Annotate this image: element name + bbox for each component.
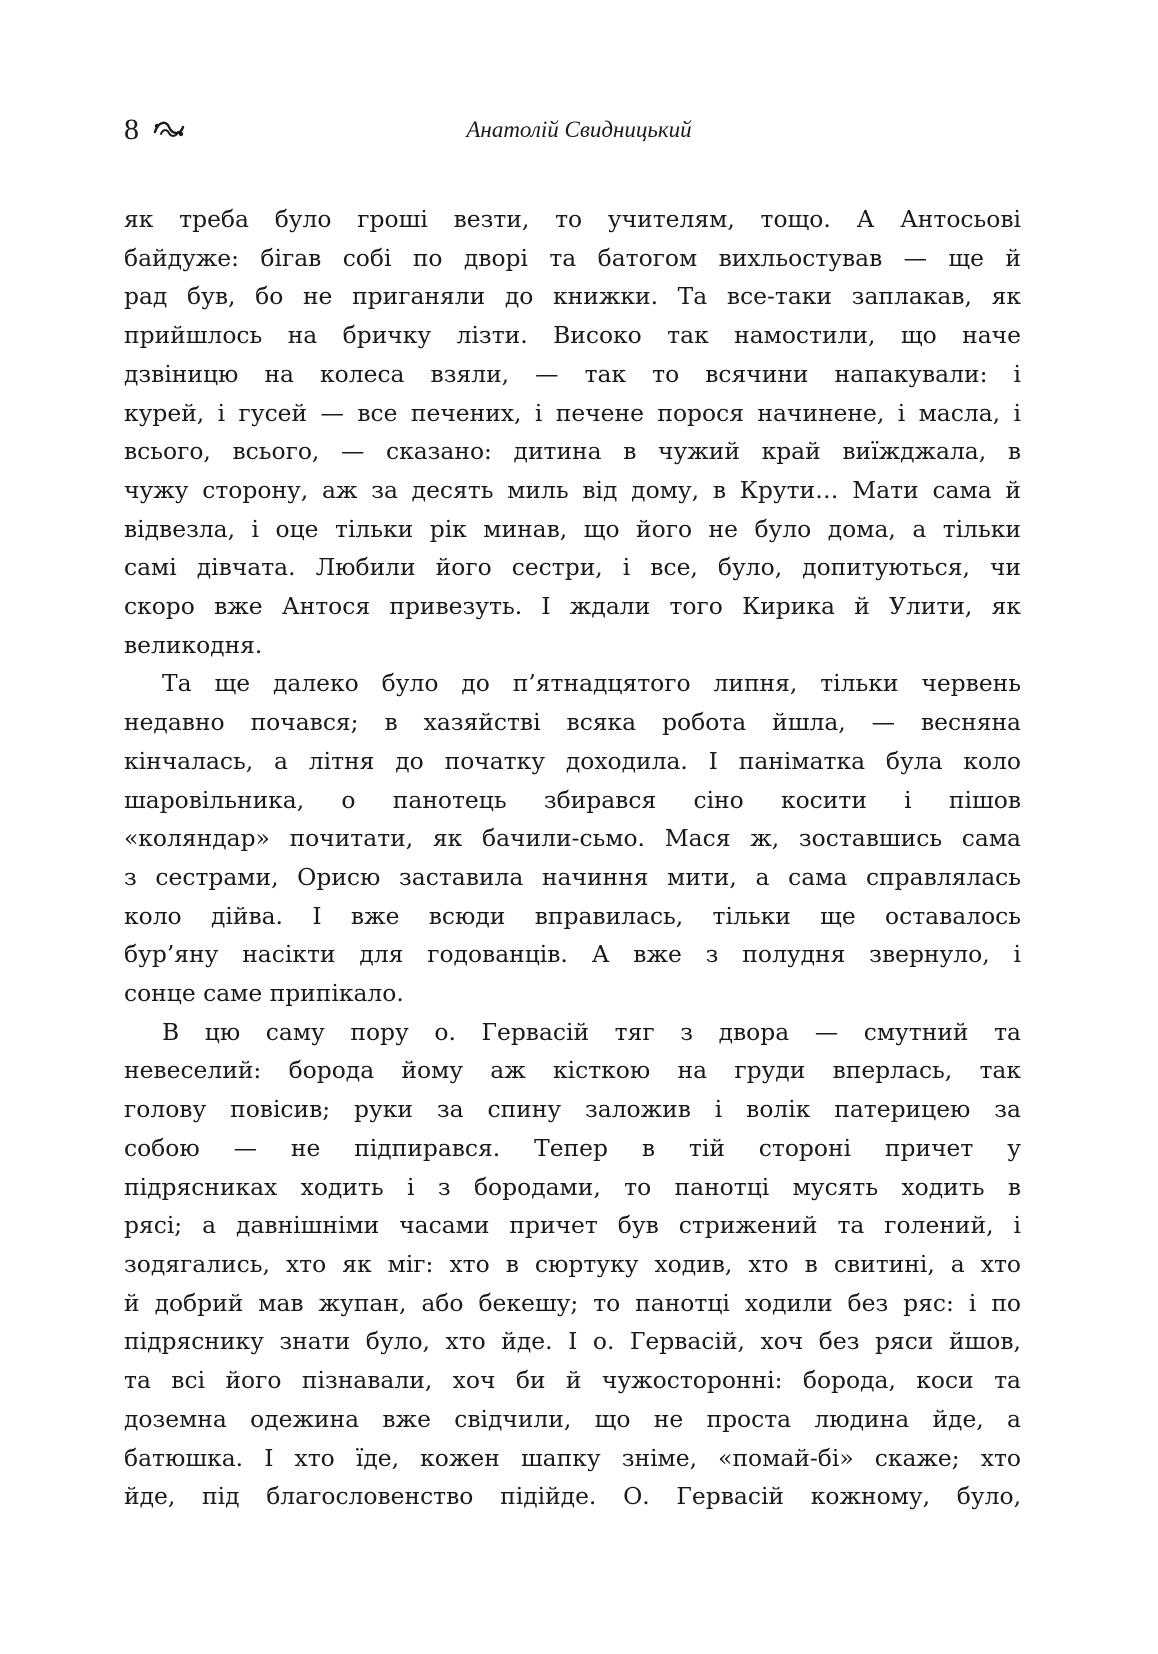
text-line: байдуже: бігав собі по дворі та батогом вихльостував — ще й [124, 243, 1021, 272]
paragraph-3 [124, 1013, 1021, 1516]
paragraph-1 [124, 200, 1021, 664]
text-line: курей, і гусей — все печених, і печене порося начинене, і масла, і [124, 398, 1021, 427]
text-line: та всі його пізнавали, хоч би й чужосторонні: борода, коси та [124, 1366, 1021, 1395]
text-line: самі дівчата. Любили його сестри, і все, було, допитуються, чи [124, 553, 1021, 582]
text-line: невеселий: борода йому аж кісткою на груди вперлась, так [124, 1056, 1021, 1085]
text-line: й добрий мав жупан, або бекешу; то панотці ходили без ряс: і по [124, 1288, 1021, 1317]
text-line: голову повісив; руки за спину заложив і волік патерицею за [124, 1095, 1021, 1124]
text-line: бур’яну насікти для годованців. А вже з полудня звернуло, і [124, 940, 1021, 969]
text-line: шаровільника, о панотець збирався сіно косити і пішов [124, 785, 1021, 814]
page-number: 8 [124, 113, 139, 146]
text-line: зодягались, хто як міг: хто в сюртуку ходив, хто в свитині, а хто [124, 1249, 1021, 1278]
text-line: чужу сторону, аж за десять миль від дому, в Крути… Мати сама й [124, 475, 1021, 504]
text-line: недавно почався; в хазяйстві всяка робота йшла, — весняна [124, 708, 1021, 737]
text-line: рясі; а давнішніми часами причет був стрижений та голений, і [124, 1211, 1021, 1240]
text-line: кінчалась, а літня до початку доходила. І паніматка була коло [124, 746, 1021, 775]
paragraph-2 [124, 664, 1021, 1012]
text-line: йде, під благословенство підійде. О. Гервасій кожному, було, [124, 1482, 1021, 1511]
text-line: дзвіницю на колеса взяли, — так то всячини напакували: і [124, 359, 1021, 388]
text-line: рад був, бо не приганяли до книжки. Та все-таки заплакав, як [124, 282, 1021, 311]
text-line: відвезла, і оце тільки рік минав, що його не було дома, а тільки [124, 514, 1021, 543]
text-line: доземна одежина вже свідчили, що не проста людина йде, а [124, 1404, 1021, 1433]
text-line: як треба було гроші везти, то учителям, тощо. А Антосьові [124, 205, 1021, 233]
text-line: коло дійва. І вже всюди вправилась, тільки ще оставалось [124, 901, 1021, 930]
text-line: великодня. [124, 630, 263, 659]
text-line: Та ще далеко було до п’ятнадцятого липня, тільки червень [162, 669, 1021, 698]
text-line: з сестрами, Орисю заставила начиння мити, а сама справлялась [124, 862, 1021, 891]
text-line: «коляндар» почитати, як бачили-сьмо. Мася ж, зоставшись сама [124, 824, 1021, 853]
text-line: собою — не підпирався. Тепер в тій стороні причет у [124, 1133, 1021, 1162]
text-line: підряснику знати було, хто йде. І о. Гервасій, хоч без ряси йшов, [124, 1327, 1021, 1356]
fleuron-icon [152, 118, 186, 140]
text-line: прийшлось на бричку лізти. Високо так намостили, що наче [124, 321, 1021, 350]
text-line: підрясниках ходить і з бородами, то панотці мусять ходить в [124, 1172, 1021, 1201]
text-line: сонце саме припікало. [124, 979, 404, 1008]
text-line: В цю саму пору о. Гервасій тяг з двора — смутний та [162, 1017, 1021, 1046]
text-line: всього, всього, — сказано: дитина в чужий край виїжджала, в [124, 437, 1021, 466]
body-text [124, 200, 1021, 1516]
text-line: батюшка. І хто їде, кожен шапку зніме, «помай-бі» скаже; хто [124, 1443, 1021, 1472]
page-header [124, 108, 1021, 152]
running-head: Анатолій Свидницький [466, 117, 692, 142]
text-line: скоро вже Антося привезуть. І ждали того Кирика й Улити, як [124, 592, 1021, 621]
